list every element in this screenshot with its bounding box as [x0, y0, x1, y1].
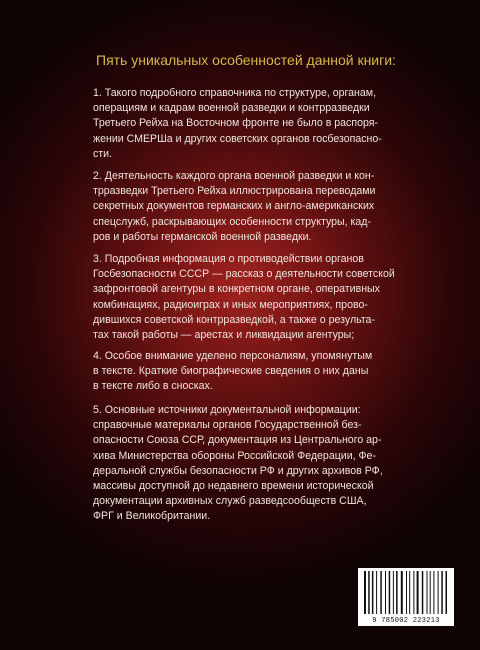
feature-item-4: [93, 349, 393, 395]
barcode-bar: [441, 571, 443, 614]
text-line: 2. Деятельность каждого органа военной разведки и кон-: [93, 170, 375, 182]
text-line: секретных документов германских и англо-американских: [93, 200, 375, 213]
barcode-bar: [401, 571, 403, 614]
heading: Пять уникальных особенностей данной книги:: [96, 52, 396, 68]
text-line: дившихся советской контрразведкой, а также о результа-: [93, 313, 375, 326]
isbn-barcode: [358, 568, 454, 626]
text-line: документации архивных служб разведсообществ США,: [93, 495, 367, 508]
text-line: операциям и кадрам военной разведки и контрразведки: [93, 102, 370, 115]
text-line: деральной службы безопасности РФ и других архивов РФ,: [93, 464, 383, 477]
barcode-bar: [393, 571, 394, 614]
text-line: ров и работы германской военной разведки.: [93, 230, 312, 243]
barcode-bar: [446, 571, 448, 614]
text-line: сти.: [93, 147, 113, 160]
barcode-bar: [385, 571, 386, 614]
barcode-bar: [389, 571, 391, 614]
text-line: в тексте либо в сносках.: [93, 380, 213, 393]
barcode-bar: [368, 571, 370, 614]
barcode-bars-graphic: [358, 568, 454, 616]
text-line: хива Министерства обороны Российской Федерации, Фе-: [93, 449, 376, 462]
barcode-bar: [409, 571, 410, 614]
text-line: справочные материалы органов Государственной без-: [93, 419, 362, 432]
text-line: спецслужб, раскрывающих особенности структуры, кад-: [93, 215, 371, 228]
text-line: комбинациях, радиоиграх и иных мероприятиях, прово-: [93, 298, 368, 311]
text-line: трразведки Третьего Рейха иллюстрирована переводами: [93, 185, 376, 198]
text-line: в тексте. Краткие биографические сведения о них даны: [93, 365, 369, 378]
feature-item-5: [93, 403, 393, 525]
barcode-bar: [380, 571, 382, 614]
barcode-bar: [422, 571, 424, 614]
text-line: тах такой работы — арестах и ликвидации агентуры;: [93, 329, 355, 342]
text-line: 1. Такого подробного справочника по структуре, органам,: [93, 87, 377, 99]
text-line: Третьего Рейха на Восточном фронте не было в распоря-: [93, 117, 379, 130]
barcode-bar: [430, 571, 431, 614]
feature-item-3: [93, 252, 393, 343]
barcode-bar: [364, 571, 366, 614]
barcode-bar: [376, 571, 377, 614]
feature-item-1: [93, 86, 393, 162]
barcode-bar: [427, 571, 428, 614]
text-line: опасности Союза ССР, документация из Центрального ар-: [93, 434, 382, 447]
text-line: ФРГ и Великобритании.: [93, 510, 211, 523]
barcode-bar: [433, 571, 434, 614]
barcode-digits: 9 785002 223213: [372, 617, 440, 625]
barcode-bar: [438, 571, 439, 614]
feature-item-2: [93, 169, 393, 245]
barcode-bar: [417, 571, 419, 614]
text-line: массивы доступной до недавнего времени исторической: [93, 480, 374, 493]
barcode-bar: [413, 571, 414, 614]
text-line: 3. Подробная информация о противодействии органов: [93, 253, 364, 265]
text-line: жении СМЕРШа и других советских органов госбезопасно-: [93, 132, 382, 145]
barcode-bar: [396, 571, 398, 614]
text-line: Госбезопасности СССР — рассказ о деятельности советской: [93, 268, 395, 281]
text-line: 5. Основные источники документальной информации:: [93, 404, 361, 416]
text-line: зафронтовой агентуры в конкретном органе, оперативных: [93, 283, 380, 296]
barcode-bar: [372, 571, 374, 614]
text-line: 4. Особое внимание уделено персоналиям, упомянутым: [93, 350, 373, 362]
barcode-bar: [406, 571, 407, 614]
